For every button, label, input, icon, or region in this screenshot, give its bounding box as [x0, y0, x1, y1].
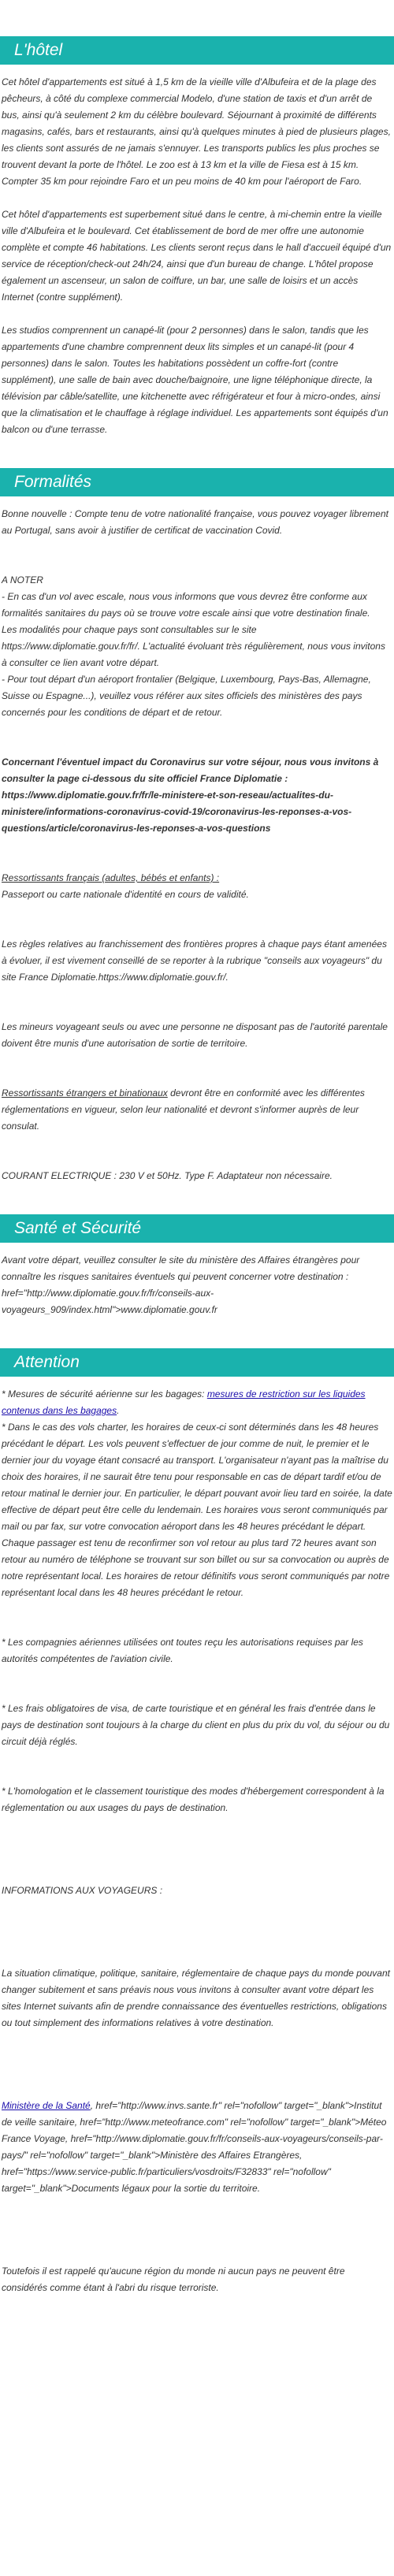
electric-info: COURANT ELECTRIQUE : 230 V et 50Hz. Type F. Adaptateur non nécessaire. — [2, 1170, 333, 1181]
minors-paragraph: Les mineurs voyageant seuls ou avec une personne ne disposant pas de l'autorité parentale doivent être munis d'une autorisation de sortie de territoire. — [2, 1021, 388, 1049]
ministry-links-paragraph — [2, 2098, 392, 2197]
sante-paragraph: Avant votre départ, veuillez consulter le site du ministère des Affaires étrangères pour connaître les risques sanitaires éventuels qui peuvent concerner votre destination : href="http://www.diplomatie.gouv.fr/fr/conseils-aux-voyageurs_909/index.html">www.diplomatie.gouv.fr — [2, 1255, 360, 1315]
note-line: - Pour tout départ d'un aéroport frontalier (Belgique, Luxembourg, Pays-Bas, Allemagne, Suisse ou Espagne...), veuillez vous référer aux sites officiels des ministères des pays concernés pour les conditions de départ et de retour. — [2, 674, 371, 718]
page — [0, 36, 394, 2296]
section-title-hotel: L'hôtel — [0, 36, 394, 65]
ministry-health-link[interactable]: Ministère de la Santé — [2, 2100, 91, 2111]
foreign-nationals-heading: Ressortissants étrangers et binationaux — [2, 1087, 168, 1098]
hotel-paragraph: Cet hôtel d'appartements est superbement situé dans le centre, à mi-chemin entre la vieille ville d'Albufeira et le boulevard. Cet établissement de bord de mer offre une autonomie complète et compte 46 habitations. Les clients seront reçus dans le hall d'accueil équipé d'un service de réception/check-out 24h/24, ainsi que d'un bureau de change. L'hôtel propose également un ascenseur, un salon de coiffure, un bar, une salle de loisirs et un accès Internet (contre supplément). — [2, 209, 392, 303]
french-nationals-text: Passeport ou carte nationale d'identité en cours de validité. — [2, 889, 249, 900]
foreign-nationals-text: devront être en conformité avec les différentes réglementations en vigueur, selon leur nationalité et devront s'informer auprès de leur consulat. — [2, 1087, 365, 1132]
formalites-intro: Bonne nouvelle : Compte tenu de votre nationalité française, vous pouvez voyager librement au Portugal, sans avoir à justifier de certificat de vaccination Covid. — [2, 508, 388, 536]
hotel-section — [0, 74, 394, 438]
hotel-paragraph: Cet hôtel d'appartements est situé à 1,5 km de la vieille ville d'Albufeira et de la plage des pêcheurs, à côté du complexe commercial Modelo, d'une station de taxis et d'un arrêt de bus, ainsi qu'à seulement 2 km du célèbre boulevard. Séjournant à proximité de différents magasins, cafés, bars et restaurants, ainsi qu'à quelques minutes à pied de plusieurs plages, les clients sont assurés de ne jamais s'ennuyer. Les transports publics les plus proches se trouvent devant la porte de l'hôtel. Le zoo est à 13 km et la ville de Fiesa est à 15 km. Compter 35 km pour rejoindre Faro et un peu moins de 40 km pour l'aéroport de Faro. — [2, 76, 391, 187]
sante-section — [0, 1252, 394, 1318]
section-title-formalites: Formalités — [0, 468, 394, 496]
section-title-sante: Santé et Sécurité — [0, 1214, 394, 1243]
accommodation-paragraph: * L'homologation et le classement touristique des modes d'hébergement correspondent à la réglementation ou aux usages du pays de destination. — [2, 1786, 385, 1813]
ministry-links-text: , href="http://www.invs.sante.fr" rel="nofollow" target="_blank">Institut de veille sanitaire, href="http://www.meteofrance.com" rel="nofollow" target="_blank">Méteo France Voyage, href="http://www.diplomatie.gouv.fr/fr/conseils-aux-voyageurs/conseils-par-pays/" rel="nofollow" target="_blank">Ministère des Affaires Etrangères, href="https://www.service-public.fr/particuliers/vosdroits/F32833" rel="nofollow" target="_blank">Documents légaux pour la sortie du territoire. — [2, 2100, 387, 2194]
visa-fees-paragraph: * Les frais obligatoires de visa, de carte touristique et en général les frais d'entrée dans le pays de destination sont toujours à la charge du client en plus du prix du vol, du séjour ou du circuit déjà réglés. — [2, 1703, 390, 1747]
french-nationals-heading: Ressortissants français (adultes, bébés et enfants) : — [2, 872, 220, 883]
note-heading: A NOTER — [2, 574, 43, 585]
liquids-restriction-link[interactable]: mesures de restriction sur les liquides contenus dans les bagages — [2, 1388, 366, 1416]
airlines-paragraph: * Les compagnies aériennes utilisées ont toutes reçu les autorisations requises par les autorités compétentes de l'aviation civile. — [2, 1637, 363, 1664]
formalites-section — [0, 506, 394, 1184]
coronavirus-notice: Concernant l'éventuel impact du Coronavirus sur votre séjour, nous vous invitons à consulter la page ci-dessous du site officiel France Diplomatie : https://www.diplomatie.gouv.fr/fr/le-ministere-et-son-reseau/actualites-du-ministere/informations-coronavirus-covid-19/coronavirus-les-reponses-a-vos-questions/article/coronavirus-les-reponses-a-vos-questions — [2, 756, 379, 834]
situation-paragraph: La situation climatique, politique, sanitaire, réglementaire de chaque pays du monde pouvant changer subitement et sans préavis nous vous invitons à consulter avant votre départ les sites Internet suivants afin de prendre connaissance des éventuelles restrictions, obligations ou tout simplement des informations relatives à votre destination. — [2, 1968, 390, 2028]
border-rules-paragraph: Les règles relatives au franchissement des frontières propres à chaque pays étant amenées à évoluer, il est vivement conseillé de se reporter à la rubrique "conseils aux voyageurs" du site France Diplomatie.https://www.diplomatie.gouv.fr/. — [2, 939, 387, 983]
section-title-attention: Attention — [0, 1348, 394, 1377]
traveler-info-heading: INFORMATIONS AUX VOYAGEURS : — [2, 1885, 163, 1896]
note-line: - En cas d'un vol avec escale, nous vous informons que vous devrez être conforme aux formalités sanitaires du pays où se trouve votre escale ainsi que votre destination finale. — [2, 591, 370, 619]
baggage-measures-end: . — [117, 1405, 120, 1416]
baggage-measures-label: * Mesures de sécurité aérienne sur les bagages: — [2, 1388, 207, 1400]
baggage-measures — [2, 1386, 392, 1419]
terrorism-paragraph: Toutefois il est rappelé qu'aucune région du monde ni aucun pays ne peuvent être considérés comme étant à l'abri du risque terroriste. — [2, 2266, 345, 2293]
hotel-paragraph: Les studios comprennent un canapé-lit (pour 2 personnes) dans le salon, tandis que les appartements d'une chambre comprennent deux lits simples et un canapé-lit (pour 4 personnes) dans le salon. Toutes les habitations possèdent un coffre-fort (contre supplément), une salle de bain avec douche/baignoire, une ligne téléphonique directe, la télévision par câble/satellite, une kitchenette avec réfrigérateur et four à micro-ondes, ainsi que la climatisation et le chauffage à réglage individuel. Les appartements sont équipés d'un balcon ou d'une terrasse. — [2, 325, 388, 435]
foreign-nationals-paragraph — [2, 1085, 392, 1135]
note-line: Les modalités pour chaque pays sont consultables sur le site https://www.diplomatie.gouv.fr/fr/. L'actualité évoluant très régulièrement, nous vous invitons à consulter ce lien avant votre départ. — [2, 624, 385, 668]
charter-schedule-paragraph: * Dans le cas des vols charter, les horaires de ceux-ci sont déterminés dans les 48 heures précédant le départ. Les vols peuvent s'effectuer de jour comme de nuit, le premier et le dernier jour du voyage étant consacré au transport. L'organisateur n'ayant pas la maîtrise du choix des horaires, il ne saurait être tenu pour responsable en cas de départ tardif et/ou de retour matinal le dernier jour. En particulier, le départ pouvant avoir lieu tard en soirée, la date effective de départ peut être celle du lendemain. Les horaires vous seront communiqués par mail ou par fax, sur votre convocation aéroport dans les 48 heures précédant le départ. Chaque passager est tenu de reconfirmer son vol retour au plus tard 72 heures avant son retour au numéro de téléphone se trouvant sur son billet ou sur sa convocation ou auprès de notre représentant local. Les horaires de retour définitifs vous seront communiqués par notre représentant local dans les 48 heures précédant le retour. — [2, 1422, 392, 1598]
attention-section — [0, 1386, 394, 2296]
